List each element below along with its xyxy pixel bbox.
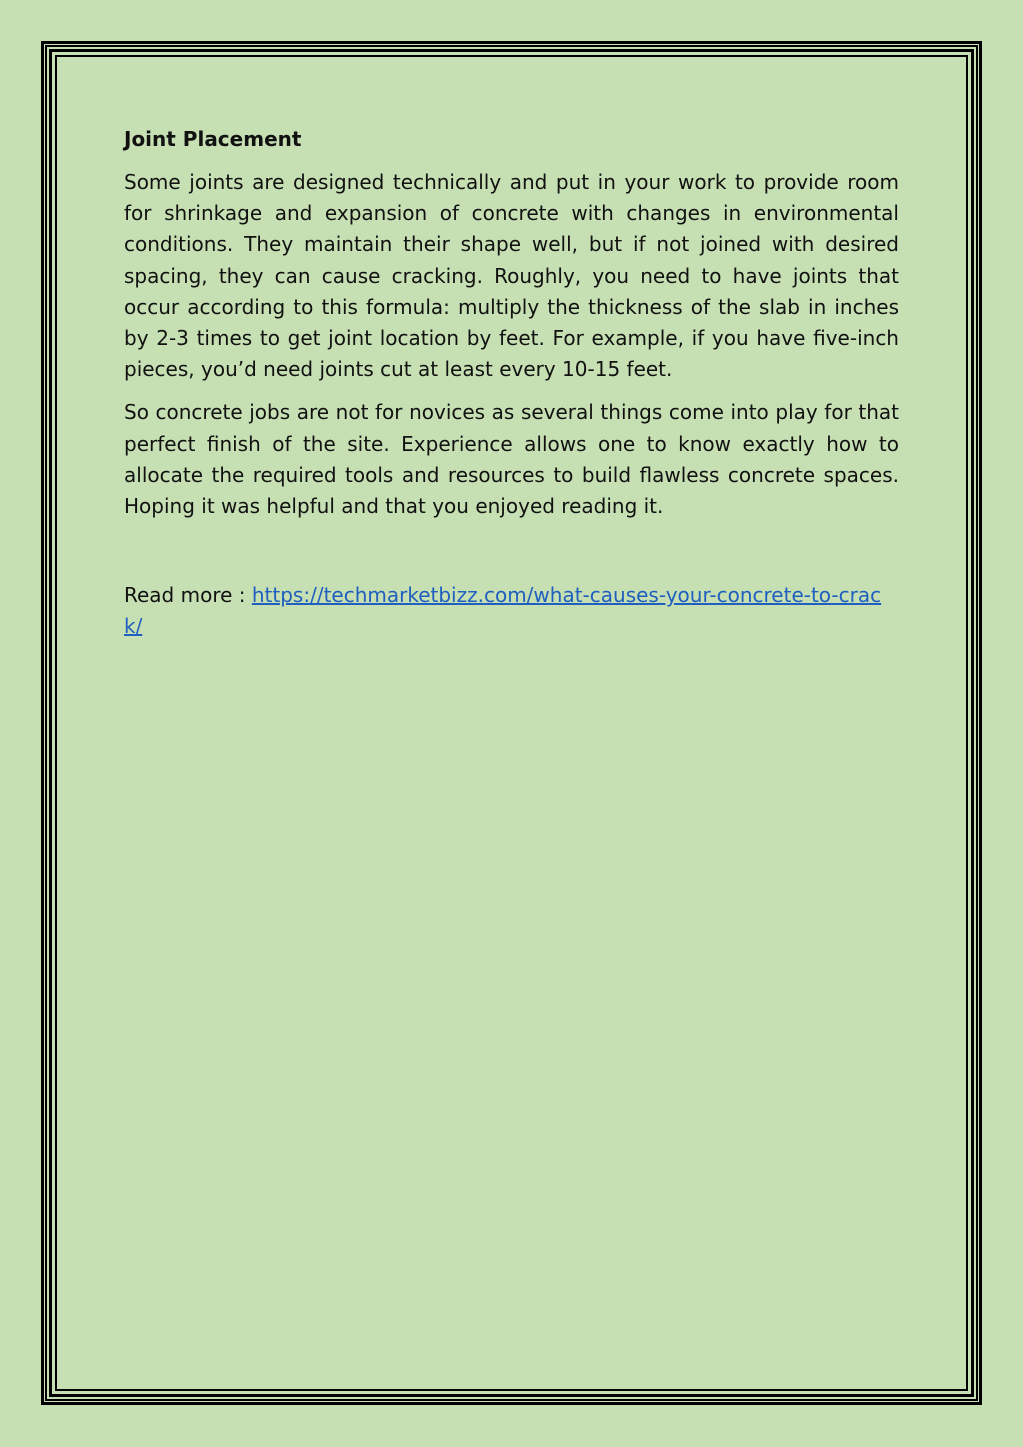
read-more-line: [124, 580, 899, 642]
paragraph-conclusion: So concrete jobs are not for novices as several things come into play for that perfect finish of the site. Experience allows one to know exactly how to allocate the required tools and resources to build flawless concrete spaces. Hoping it was helpful and that you enjoyed reading it.: [124, 400, 899, 519]
read-more-label: Read more :: [124, 583, 252, 608]
section-heading: Joint Placement: [124, 127, 302, 151]
read-more-link[interactable]: https://techmarketbizz.com/what-causes-your-concrete-to-crack/: [124, 583, 882, 639]
paragraph-joints: Some joints are designed technically and put in your work to provide room for shrinkage and expansion of concrete with changes in environmental conditions. They maintain their shape well, but if not joined with desired spacing, they can cause cracking. Roughly, you need to have joints that occur according to this formula: multiply the thickness of the slab in inches by 2-3 times to get joint location by feet. For example, if you have five-inch pieces, you’d need joints cut at least every 10-15 feet.: [124, 170, 899, 382]
document-body: [124, 124, 899, 642]
